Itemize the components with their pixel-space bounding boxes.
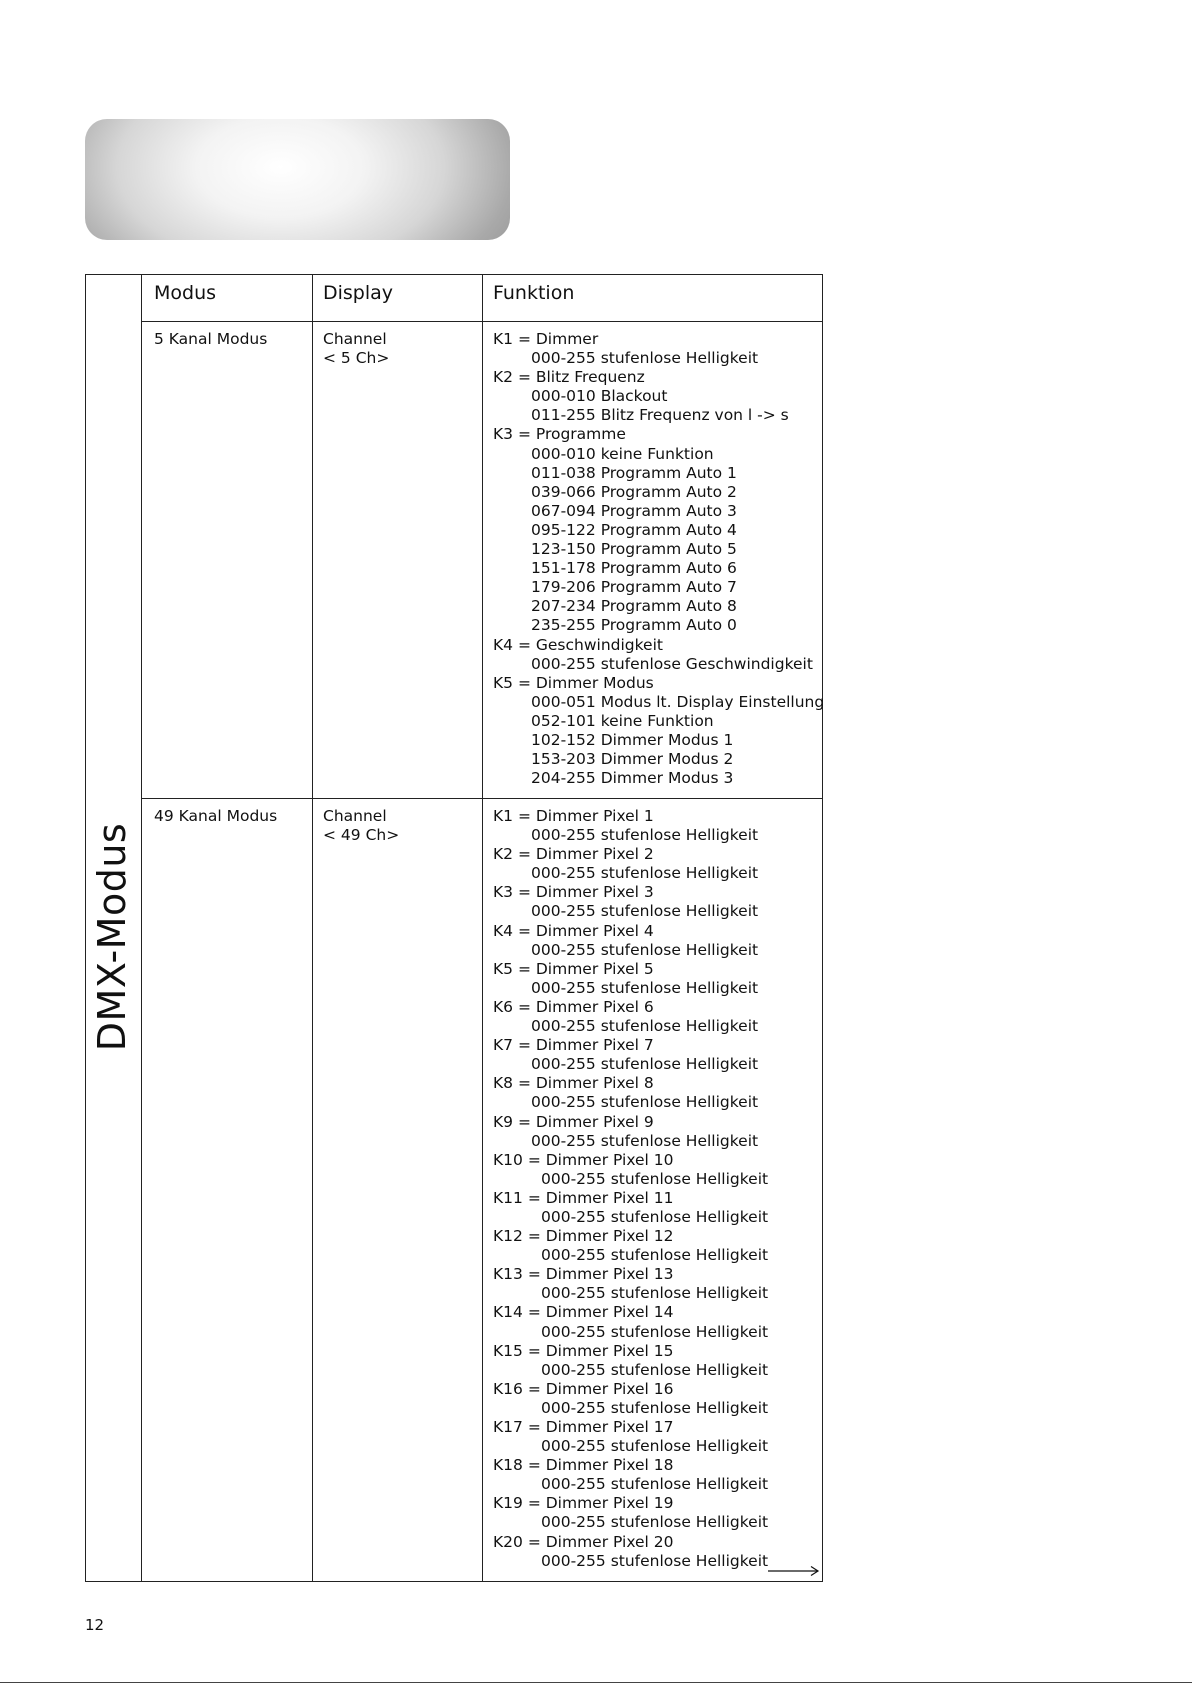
function-value: 000-255 stufenlose Helligkeit (541, 1207, 769, 1226)
function-value: 000-255 stufenlose Helligkeit (531, 1093, 759, 1112)
channel-label: K8 = Dimmer Pixel 8 (493, 1074, 654, 1093)
channel-label: K1 = Dimmer (493, 330, 599, 348)
side-label: DMX-Modus (90, 822, 134, 1052)
page-number: 12 (85, 1616, 105, 1634)
function-value: 123-150 Programm Auto 5 (531, 540, 737, 559)
function-value: 000-255 stufenlose Helligkeit (541, 1437, 769, 1456)
function-value: 151-178 Programm Auto 6 (531, 559, 737, 578)
row-divider (142, 798, 822, 799)
function-value: 000-255 stufenlose Helligkeit (541, 1169, 769, 1188)
function-value: 207-234 Programm Auto 8 (531, 597, 737, 616)
channel-label: K10 = Dimmer Pixel 10 (493, 1150, 674, 1169)
function-value: 000-255 stufenlose Helligkeit (541, 1360, 769, 1379)
display-line: < 49 Ch> (323, 826, 400, 845)
function-value: 000-255 stufenlose Helligkeit (531, 940, 759, 959)
channel-label: K9 = Dimmer Pixel 9 (493, 1112, 654, 1131)
function-value: 067-094 Programm Auto 3 (531, 501, 737, 520)
function-value: 000-255 stufenlose Helligkeit (531, 826, 759, 845)
channel-label: K14 = Dimmer Pixel 14 (493, 1303, 674, 1322)
function-value: 000-255 stufenlose Helligkeit (541, 1513, 769, 1532)
function-value: 011-255 Blitz Frequenz von l -> s (531, 406, 789, 425)
dmx-table (85, 274, 823, 1582)
channel-label: K15 = Dimmer Pixel 15 (493, 1341, 674, 1360)
row1-modus: 5 Kanal Modus (154, 330, 268, 348)
function-value: 000-255 stufenlose Helligkeit (531, 864, 759, 883)
function-value: 000-010 Blackout (531, 387, 668, 406)
row1-display (323, 330, 389, 368)
side-column (86, 275, 142, 1581)
function-value: 011-038 Programm Auto 1 (531, 463, 737, 482)
function-value: 039-066 Programm Auto 2 (531, 482, 737, 501)
function-value: 000-255 stufenlose Helligkeit (531, 1055, 759, 1074)
column-divider (482, 275, 483, 1581)
channel-label: K4 = Geschwindigkeit (493, 635, 663, 654)
display-line: Channel (323, 330, 387, 348)
header-modus: Modus (154, 282, 217, 304)
function-value: 000-255 stufenlose Helligkeit (541, 1322, 769, 1341)
channel-label: K12 = Dimmer Pixel 12 (493, 1227, 674, 1246)
channel-label: K2 = Dimmer Pixel 2 (493, 845, 654, 864)
channel-label: K6 = Dimmer Pixel 6 (493, 997, 654, 1016)
row2-modus: 49 Kanal Modus (154, 807, 278, 825)
right-arrow-icon (768, 1565, 820, 1577)
function-value: 000-255 stufenlose Helligkeit (531, 1017, 759, 1036)
function-value: 000-255 stufenlose Geschwindigkeit (531, 654, 813, 673)
function-value: 204-255 Dimmer Modus 3 (531, 769, 734, 788)
function-value: 000-255 stufenlose Helligkeit (541, 1246, 769, 1265)
row2-funktion (493, 807, 768, 1571)
section-banner (85, 119, 510, 240)
channel-label: K5 = Dimmer Pixel 5 (493, 959, 654, 978)
function-value: 000-255 stufenlose Helligkeit (531, 902, 759, 921)
bottom-rule (0, 1682, 1192, 1683)
function-value: 000-255 stufenlose Helligkeit (541, 1398, 769, 1417)
function-value: 000-255 stufenlose Helligkeit (531, 349, 759, 368)
function-value: 095-122 Programm Auto 4 (531, 520, 737, 539)
row2-display (323, 807, 399, 845)
function-value: 000-051 Modus lt. Display Einstellung (531, 692, 825, 711)
channel-label: K17 = Dimmer Pixel 17 (493, 1418, 674, 1436)
function-value: 000-255 stufenlose Helligkeit (541, 1284, 769, 1303)
function-value: 000-255 stufenlose Helligkeit (531, 1131, 759, 1150)
function-value: 052-101 keine Funktion (531, 711, 714, 730)
header-display: Display (323, 282, 394, 304)
channel-label: K4 = Dimmer Pixel 4 (493, 921, 654, 940)
row1-funktion (493, 330, 824, 788)
header-funktion: Funktion (493, 282, 575, 304)
function-value: 153-203 Dimmer Modus 2 (531, 750, 734, 769)
channel-label: K5 = Dimmer Modus (493, 673, 654, 692)
channel-label: K20 = Dimmer Pixel 20 (493, 1532, 674, 1551)
channel-label: K13 = Dimmer Pixel 13 (493, 1265, 674, 1284)
channel-label: K18 = Dimmer Pixel 18 (493, 1456, 674, 1475)
channel-label: K3 = Programme (493, 425, 626, 444)
function-value: 000-255 stufenlose Helligkeit (541, 1475, 769, 1494)
channel-label: K2 = Blitz Frequenz (493, 368, 645, 387)
channel-label: K11 = Dimmer Pixel 11 (493, 1188, 674, 1207)
function-value: 179-206 Programm Auto 7 (531, 578, 737, 597)
channel-label: K16 = Dimmer Pixel 16 (493, 1379, 674, 1398)
column-divider (312, 275, 313, 1581)
channel-label: K3 = Dimmer Pixel 3 (493, 883, 654, 902)
channel-label: K7 = Dimmer Pixel 7 (493, 1036, 654, 1055)
function-value: 000-010 keine Funktion (531, 444, 714, 463)
function-value: 000-255 stufenlose Helligkeit (531, 978, 759, 997)
function-value: 235-255 Programm Auto 0 (531, 616, 737, 635)
channel-label: K19 = Dimmer Pixel 19 (493, 1494, 674, 1513)
function-value: 102-152 Dimmer Modus 1 (531, 730, 734, 749)
header-divider (142, 321, 822, 322)
display-line: Channel (323, 807, 387, 825)
display-line: < 5 Ch> (323, 349, 390, 368)
channel-label: K1 = Dimmer Pixel 1 (493, 807, 654, 825)
function-value: 000-255 stufenlose Helligkeit (541, 1551, 769, 1570)
